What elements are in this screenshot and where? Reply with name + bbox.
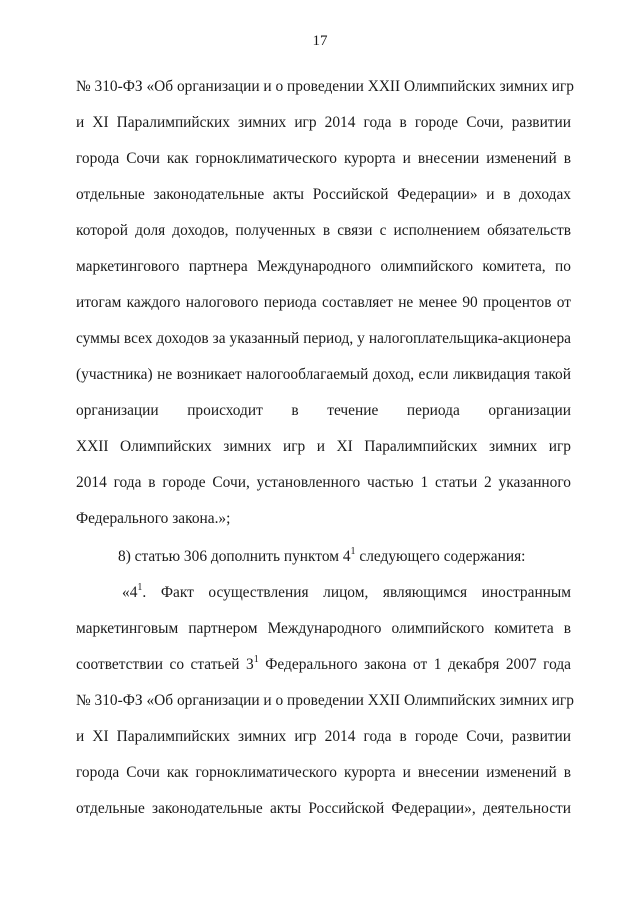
text-line: и XI Паралимпийских зимних игр 2014 года в городе Сочи, развитии <box>76 728 571 745</box>
text-line: № 310-ФЗ «Об организации и о проведении XXII Олимпийских зимних игр <box>76 692 574 709</box>
new-point-number: «4 <box>122 584 138 601</box>
text-line: отдельные законодательные акты Российской Федерации» и в доходах <box>76 186 571 203</box>
document-body <box>76 69 574 827</box>
text-line: маркетинговым партнером Международного олимпийского комитета в <box>76 620 571 637</box>
text-line: маркетингового партнера Международного олимпийского комитета, по <box>76 258 571 275</box>
text-line: города Сочи как горноклиматического курорта и внесении изменений в <box>76 150 571 167</box>
text-line: города Сочи как горноклиматического курорта и внесении изменений в <box>76 764 571 781</box>
superscript: 1 <box>137 581 143 593</box>
new-point-text: . Факт осуществления лицом, являющимся иностранным <box>142 584 571 601</box>
superscript: 1 <box>253 653 259 665</box>
item-8-text-end: следующего содержания: <box>355 548 526 565</box>
superscript: 1 <box>350 545 356 557</box>
text-line: итогам каждого налогового периода составляет не менее 90 процентов от <box>76 294 571 311</box>
text-line: и XI Паралимпийских зимних игр 2014 года в городе Сочи, развитии <box>76 114 571 131</box>
page-number: 17 <box>312 33 328 49</box>
text-line: (участника) не возникает налогооблагаемый доход, если ликвидация такой <box>76 366 571 383</box>
item-8-text: 8) статью 306 дополнить пунктом 4 <box>118 548 351 565</box>
text-line: организации происходит в течение периода организации <box>76 402 571 419</box>
text-line: которой доля доходов, полученных в связи с исполнением обязательств <box>76 222 571 239</box>
new-point-first-line <box>76 575 571 611</box>
text-line: отдельные законодательные акты Российской Федерации», деятельности <box>76 800 571 817</box>
text-line <box>76 647 571 683</box>
text-line: 2014 года в городе Сочи, установленного частью 1 статьи 2 указанного <box>76 474 571 491</box>
text-line: суммы всех доходов за указанный период, у налогоплательщика-акционера <box>76 330 571 347</box>
text-line: Федерального закона.»; <box>76 510 231 527</box>
item-8-line <box>76 539 571 575</box>
text-line: № 310-ФЗ «Об организации и о проведении XXII Олимпийских зимних игр <box>76 78 574 95</box>
text-line: XXII Олимпийских зимних игр и XI Паралимпийских зимних игр <box>76 438 571 455</box>
line-3-text-end: Федерального закона от 1 декабря 2007 года <box>258 656 571 673</box>
line-3-text: соответствии со статьей 3 <box>76 656 254 673</box>
